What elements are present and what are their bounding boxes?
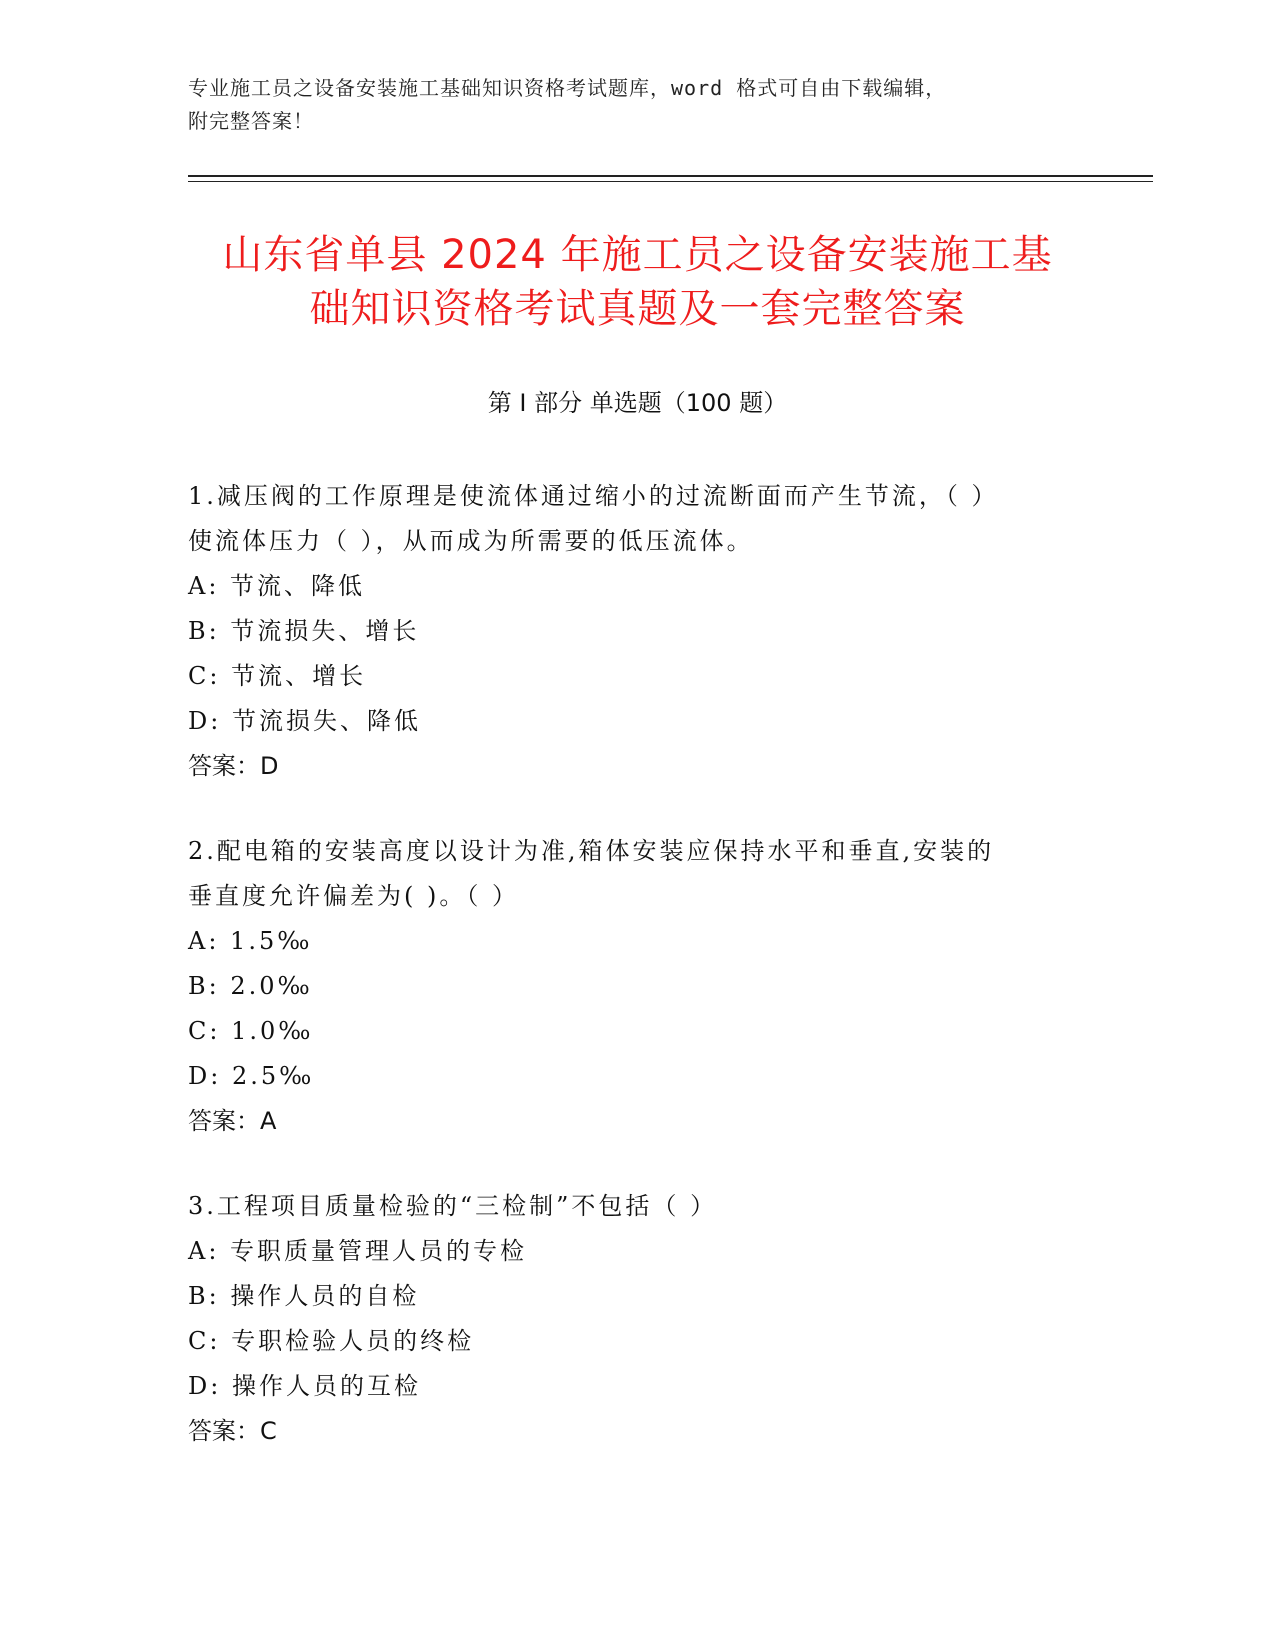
header-note: [188, 72, 1068, 138]
question-stem-line: 垂直度允许偏差为( )。（ ）: [188, 882, 519, 910]
option-d: D: 2.5‰: [188, 1062, 315, 1090]
question-stem-line: 1.减压阀的工作原理是使流体通过缩小的过流断面而产生节流，（ ）: [188, 482, 999, 510]
option-a: A: 专职质量管理人员的专检: [188, 1237, 528, 1265]
option-c: C: 专职检验人员的终检: [188, 1327, 475, 1355]
option-c: C: 1.0‰: [188, 1017, 314, 1045]
question-stem-line: 2.配电箱的安装高度以设计为准,箱体安装应保持水平和垂直,安装的: [188, 837, 995, 865]
section-heading: 第 I 部分 单选题（100 题）: [487, 389, 788, 417]
question-1: [188, 474, 1068, 789]
document-title-line-1: 山东省单县 2024 年施工员之设备安装施工基: [222, 232, 1053, 278]
header-note-line-1: 专业施工员之设备安装施工基础知识资格考试题库，word 格式可自由下载编辑，: [188, 76, 947, 100]
question-stem-line: 3.工程项目质量检验的“三检制”不包括（ ）: [188, 1192, 718, 1220]
option-b: B: 节流损失、增长: [188, 617, 420, 645]
option-a: A: 节流、降低: [188, 572, 366, 600]
option-d: D: 操作人员的互检: [188, 1372, 421, 1400]
question-stem-line: 使流体压力（ ），从而成为所需要的低压流体。: [188, 527, 754, 555]
answer-line: 答案：A: [188, 1107, 277, 1135]
header-note-line-2: 附完整答案！: [188, 109, 314, 133]
answer-line: 答案：C: [188, 1417, 277, 1445]
question-3: [188, 1184, 1068, 1454]
document-title: [150, 228, 1125, 336]
option-a: A: 1.5‰: [188, 927, 313, 955]
option-d: D: 节流损失、降低: [188, 707, 421, 735]
option-b: B: 操作人员的自检: [188, 1282, 420, 1310]
header-divider-thin: [188, 181, 1153, 182]
answer-line: 答案：D: [188, 752, 279, 780]
question-2: [188, 829, 1068, 1144]
header-divider-thick: [188, 175, 1153, 177]
option-c: C: 节流、增长: [188, 662, 367, 690]
option-b: B: 2.0‰: [188, 972, 313, 1000]
question-list: [188, 474, 1068, 1494]
document-title-line-2: 础知识资格考试真题及一套完整答案: [309, 286, 966, 332]
